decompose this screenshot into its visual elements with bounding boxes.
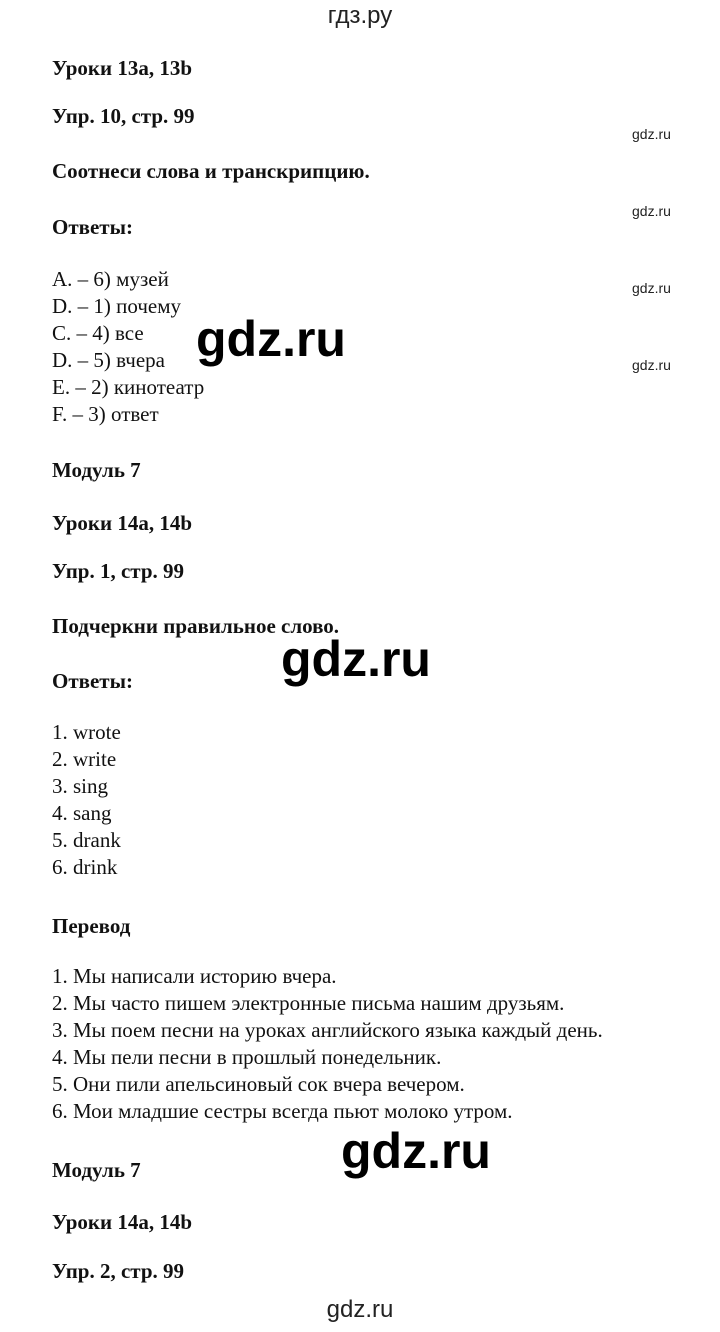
- watermark-large: gdz.ru: [341, 1123, 491, 1179]
- watermark-small: gdz.ru: [632, 203, 671, 219]
- translation-line: 5. Они пили апельсиновый сок вчера вечером.: [52, 1072, 465, 1096]
- lesson-heading: Уроки 14a, 14b: [52, 1210, 192, 1234]
- watermark-large: gdz.ru: [196, 311, 346, 367]
- answer-line: 5. drank: [52, 828, 121, 852]
- translation-line: 6. Мои младшие сестры всегда пьют молоко утром.: [52, 1099, 513, 1123]
- answers-label: Ответы:: [52, 215, 134, 239]
- answer-line: F. – 3) ответ: [52, 402, 159, 426]
- answer-line: 3. sing: [52, 774, 109, 798]
- module-heading: Модуль 7: [52, 1158, 141, 1182]
- answer-line: 4. sang: [52, 801, 112, 825]
- answer-line: D. – 5) вчера: [52, 348, 165, 372]
- footer-watermark: gdz.ru: [326, 1296, 394, 1323]
- answer-line: 2. write: [52, 747, 117, 771]
- site-title: гдз.ру: [327, 2, 393, 29]
- lesson-heading: Уроки 13a, 13b: [52, 56, 192, 80]
- exercise-heading: Упр. 1, стр. 99: [52, 559, 185, 583]
- answer-line: E. – 2) кинотеатр: [52, 375, 205, 399]
- answer-line: A. – 6) музей: [52, 267, 169, 291]
- translation-line: 1. Мы написали историю вчера.: [52, 964, 337, 988]
- translation-label: Перевод: [52, 914, 131, 938]
- answer-line: C. – 4) все: [52, 321, 144, 345]
- watermark-small: gdz.ru: [632, 357, 671, 373]
- watermark-small: gdz.ru: [632, 280, 671, 296]
- answer-line: D. – 1) почему: [52, 294, 182, 318]
- translation-line: 2. Мы часто пишем электронные письма нашим друзьям.: [52, 991, 565, 1015]
- translation-line: 3. Мы поем песни на уроках английского языка каждый день.: [52, 1018, 603, 1042]
- exercise-heading: Упр. 2, стр. 99: [52, 1259, 185, 1283]
- watermark-small: gdz.ru: [632, 126, 671, 142]
- task-heading: Подчеркни правильное слово.: [52, 614, 340, 638]
- exercise-heading: Упр. 10, стр. 99: [52, 104, 195, 128]
- lesson-heading: Уроки 14a, 14b: [52, 511, 192, 535]
- answer-line: 6. drink: [52, 855, 118, 879]
- watermark-large: gdz.ru: [281, 631, 431, 687]
- translation-line: 4. Мы пели песни в прошлый понедельник.: [52, 1045, 442, 1069]
- answer-line: 1. wrote: [52, 720, 121, 744]
- module-heading: Модуль 7: [52, 458, 141, 482]
- answers-label: Ответы:: [52, 669, 134, 693]
- task-heading: Соотнеси слова и транскрипцию.: [52, 159, 370, 183]
